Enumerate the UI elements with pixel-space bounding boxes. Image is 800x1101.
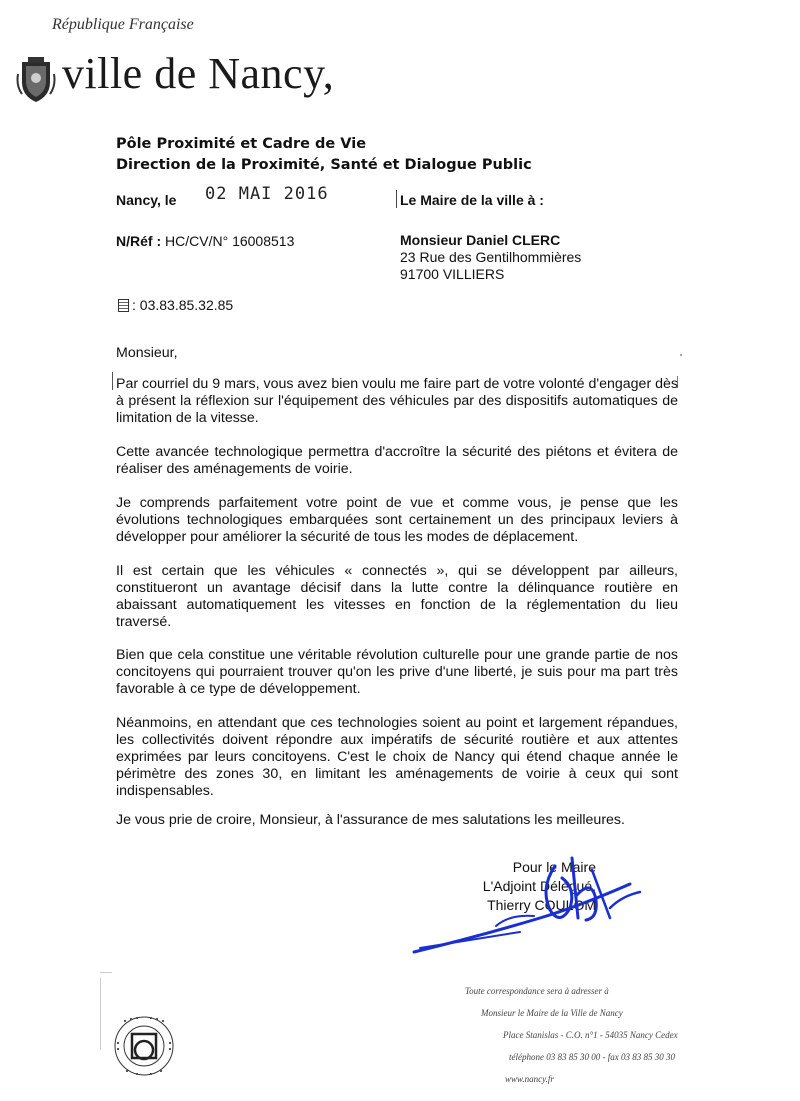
ville-de-nancy-title: ville de Nancy,: [62, 49, 335, 98]
paragraph: Bien que cela constitue une véritable révolution culturelle pour une grande partie de nos concitoyens qui pourraient trouver qu'on les prive d'une liberté, je suis pour ma part très favorable à ce type de développement.: [116, 647, 678, 697]
handwritten-signature: [400, 848, 650, 958]
paragraph: Cette avancée technologique permettra d'accroître la sécurité des piétons et évitera de réaliser des aménagements de voirie.: [116, 444, 678, 477]
paragraph: Il est certain que les véhicules « connectés », qui se développent par ailleurs, constitueront un avantage décisif dans la lutte contre la délinquance routière en abaissant automatiquement les vitesses en fonction de la réglementation du lieu traversé.: [116, 563, 678, 630]
recipient-address: [400, 232, 581, 283]
service-heading: [116, 134, 532, 176]
footer-line-4: téléphone 03 83 85 30 00 - fax 03 83 85 30 30: [509, 1052, 675, 1062]
salutation: Monsieur,: [116, 345, 178, 361]
margin-bar: [396, 190, 397, 208]
footer-line-3: Place Stanislas - C.O. n°1 - 54035 Nancy Cedex: [503, 1030, 678, 1040]
paragraph: Néanmoins, en attendant que ces technologies soient au point et largement répandues, les collectivités doivent répondre aux impératifs de sécurité routière et aux attentes exprimées par leurs concitoyens. C'est le choix de Nancy qui étend chaque année le périmètre des zones 30, en limitant les aménagements de voirie à ceux qui sont indispensables.: [116, 715, 678, 799]
scan-mark: [100, 972, 112, 973]
unesco-heritage-icon: [112, 1014, 176, 1078]
footer-website: www.nancy.fr: [505, 1074, 554, 1084]
footer-line-1: Toute correspondance sera à adresser à: [465, 986, 609, 996]
phone-number: : 03.83.85.32.85: [132, 297, 234, 313]
recipient-street: 23 Rue des Gentilhommières: [400, 249, 582, 265]
service-line-2: Direction de la Proximité, Santé et Dialogue Public: [116, 157, 532, 173]
addressee-label: Le Maire de la ville à :: [400, 192, 544, 208]
paragraph: Par courriel du 9 mars, vous avez bien voulu me faire part de votre volonté d'engager dès à présent la réflexion sur l'équipement des véhicules par des dispositifs automatiques de limitation de la vitesse.: [116, 376, 678, 426]
signature-line-1: Pour le Maire: [512, 859, 596, 875]
scan-mark: [100, 978, 101, 1050]
recipient-city: 91700 VILLIERS: [400, 266, 505, 282]
recipient-name: Monsieur Daniel CLERC: [400, 232, 561, 248]
phone-icon: [118, 299, 129, 312]
reference-value: HC/CV/N° 16008513: [165, 233, 295, 249]
footer-line-2: Monsieur le Maire de la Ville de Nancy: [481, 1008, 623, 1018]
footer-contact: [465, 980, 678, 1090]
signature-line-2: L'Adjoint Délégué,: [482, 878, 596, 894]
scan-mark: [680, 354, 682, 356]
reference: [116, 233, 294, 249]
coat-of-arms-icon: [16, 56, 56, 104]
dateline-label: Nancy, le: [116, 192, 177, 208]
republique-francaise: République Française: [52, 16, 194, 33]
paragraph: Je comprends parfaitement votre point de vue et comme vous, je pense que les évolutions technologiques embarquées sont certainement un des principaux leviers à développer pour améliorer la sécurité de tous les modes de déplacement.: [116, 495, 678, 545]
paragraph: Je vous prie de croire, Monsieur, à l'assurance de mes salutations les meilleures.: [116, 812, 625, 828]
date-stamp: 02 MAI 2016: [205, 184, 329, 204]
service-line-1: Pôle Proximité et Cadre de Vie: [116, 136, 367, 152]
scan-mark: [112, 372, 113, 390]
reference-label: N/Réf :: [116, 233, 162, 249]
signature-line-3: Thierry COULOM: [487, 897, 596, 913]
